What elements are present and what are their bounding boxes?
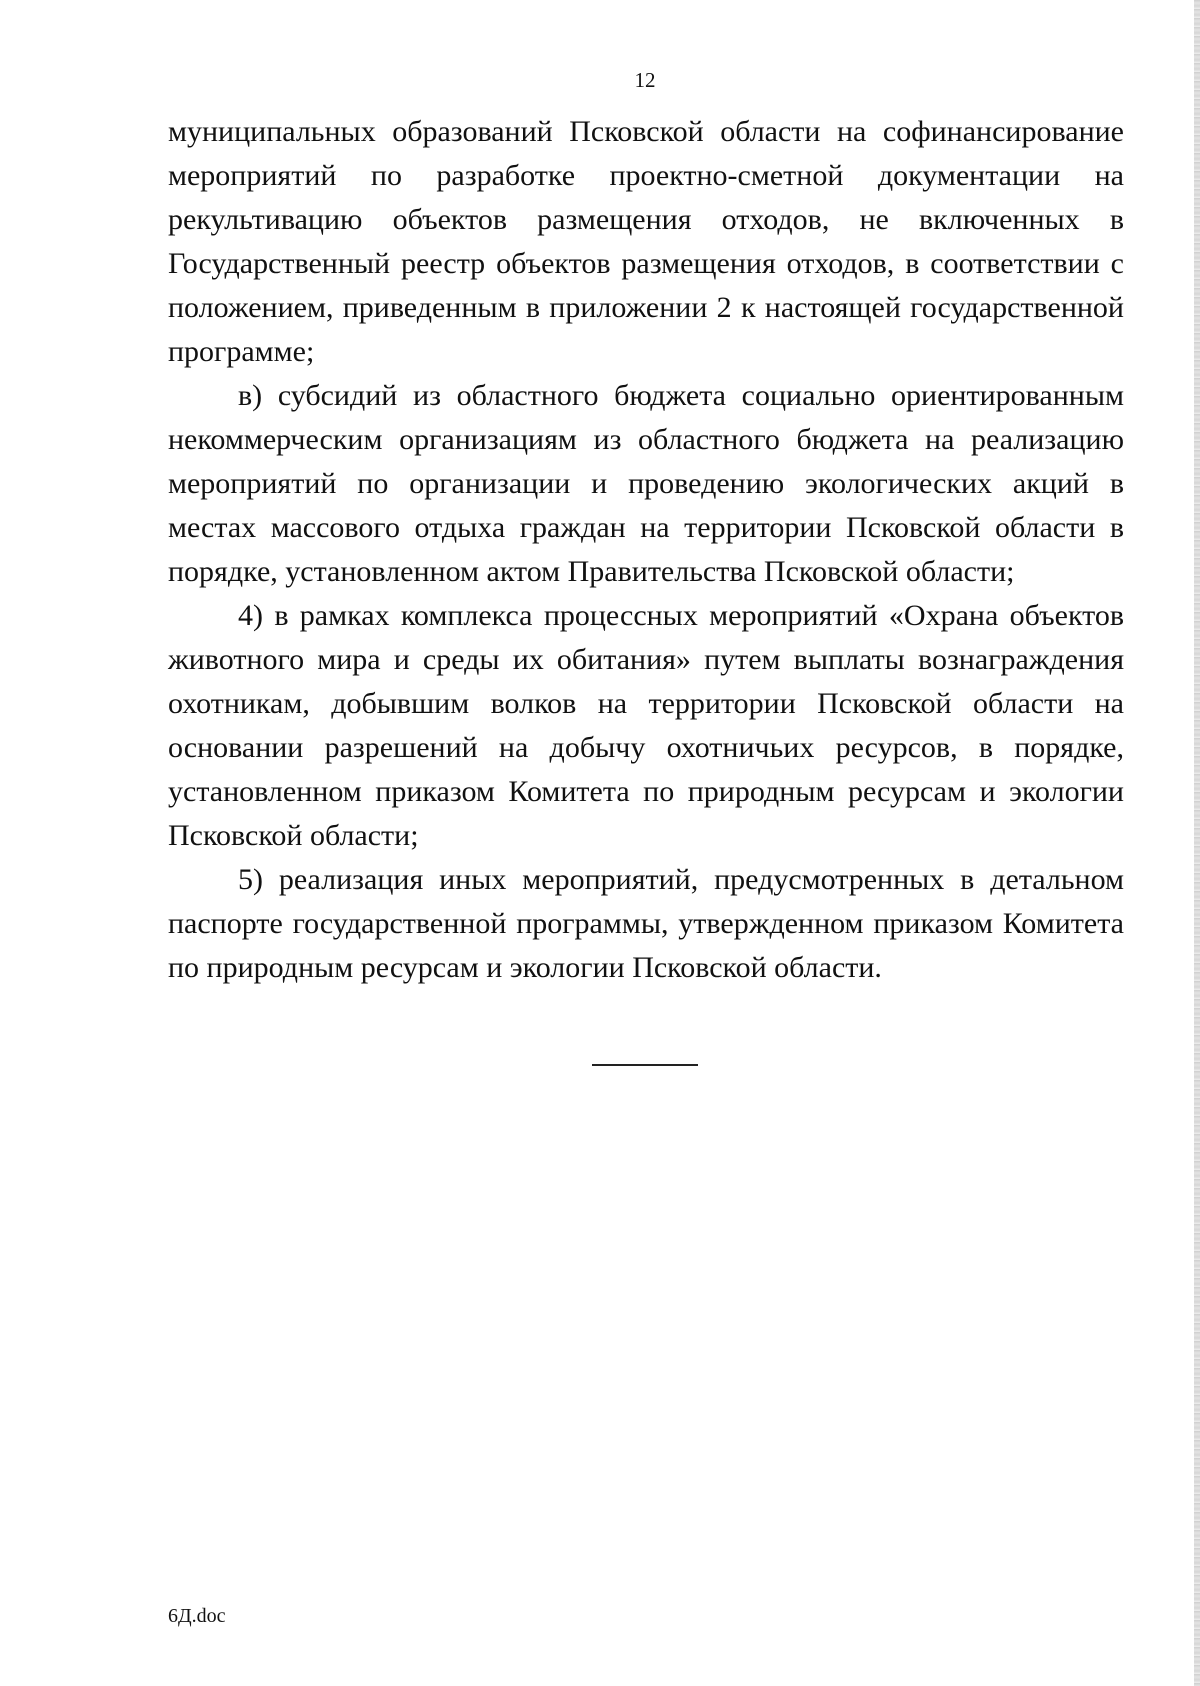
paragraph-item-v: в) субсидий из областного бюджета социально ориентированным некоммерческим организациям из областного бюджета на реализацию мероприятий по организации и проведению экологических акций в местах массового отдыха граждан на территории Псковской области в порядке, установленном актом Правительства Псковской области; <box>168 379 1124 588</box>
page-number: 12 <box>634 68 656 92</box>
end-divider-line <box>592 1064 698 1066</box>
scan-edge <box>1194 0 1200 1686</box>
file-reference: 6Д.doc <box>168 1605 226 1627</box>
paragraph-item-5: 5) реализация иных мероприятий, предусмотренных в детальном паспорте государственной программы, утвержденном приказом Комитета по природным ресурсам и экологии Псковской области. <box>168 863 1124 984</box>
paragraph-item-4: 4) в рамках комплекса процессных мероприятий «Охрана объектов животного мира и среды их обитания» путем выплаты вознаграждения охотникам, добывшим волков на территории Псковской области на основании разрешений на добычу охотничьих ресурсов, в порядке, установленном приказом Комитета по природным ресурсам и экологии Псковской области; <box>168 599 1124 852</box>
paragraph-continuation: муниципальных образований Псковской области на софинансирование мероприятий по разработке проектно-сметной документации на рекультивацию объектов размещения отходов, не включенных в Государственный реестр объектов размещения отходов, в соответствии с положением, приведенным в приложении 2 к настоящей государственной программе; <box>168 115 1124 368</box>
document-body <box>168 110 1124 990</box>
